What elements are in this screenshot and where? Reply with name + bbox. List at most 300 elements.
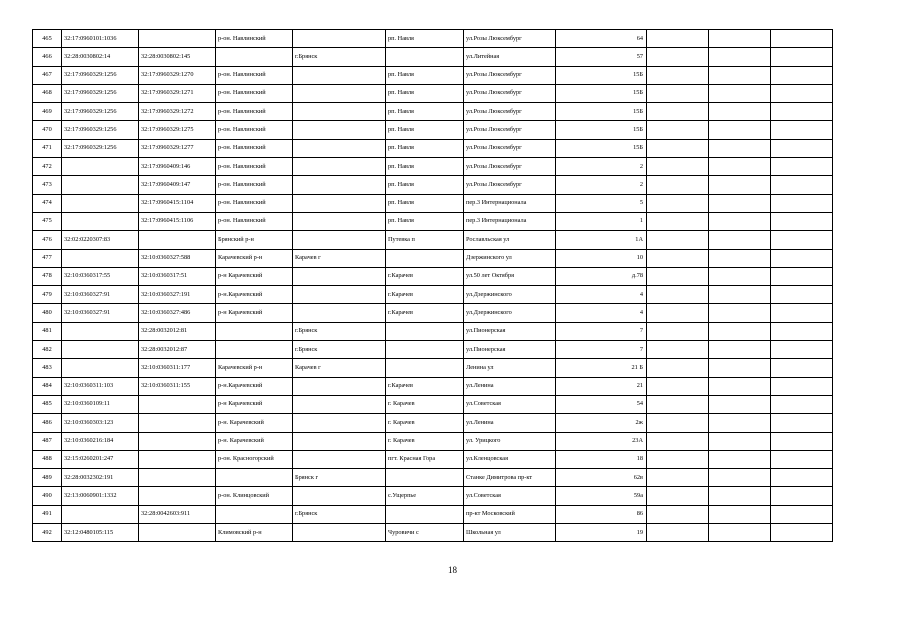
cell-row-number: 473 [33, 176, 62, 194]
cell-row-number: 477 [33, 249, 62, 267]
cell-settlement: г. Карачев [386, 395, 464, 413]
cell-street: ул.Розы Люксембург [464, 30, 556, 48]
cell-street: Школьная ул [464, 524, 556, 542]
cell-cadastral-number [62, 249, 139, 267]
cell-extra-col-3 [771, 30, 833, 48]
cell-district: Карачевский р-н [216, 249, 293, 267]
cell-settlement [386, 341, 464, 359]
cell-row-number: 485 [33, 395, 62, 413]
cell-cadastral-number: 32:10:0360327:91 [62, 304, 139, 322]
cell-district: Климовский р-н [216, 524, 293, 542]
cell-extra-col-1 [647, 469, 709, 487]
cell-city [293, 194, 386, 212]
cell-extra-col-1 [647, 322, 709, 340]
table-row [33, 505, 833, 523]
cell-district: р-он. Навлинский [216, 103, 293, 121]
cell-city: г.Брянск [293, 505, 386, 523]
cell-house-number: 15Б [556, 84, 647, 102]
cell-city [293, 139, 386, 157]
cell-cadastral-number-building: 32:28:0030802:145 [139, 48, 216, 66]
cell-city: Карачев г [293, 359, 386, 377]
cell-row-number: 466 [33, 48, 62, 66]
cell-district: р-н.Карачевский [216, 377, 293, 395]
cell-extra-col-1 [647, 66, 709, 84]
cell-extra-col-3 [771, 432, 833, 450]
cell-house-number: 15Б [556, 139, 647, 157]
cell-extra-col-3 [771, 121, 833, 139]
cell-settlement: Чуровичи с [386, 524, 464, 542]
cell-extra-col-1 [647, 304, 709, 322]
cell-extra-col-3 [771, 66, 833, 84]
cell-cadastral-number [62, 158, 139, 176]
cell-house-number: 5 [556, 194, 647, 212]
cell-extra-col-1 [647, 30, 709, 48]
cell-extra-col-3 [771, 176, 833, 194]
cell-cadastral-number-building [139, 231, 216, 249]
table-row [33, 286, 833, 304]
cell-city [293, 30, 386, 48]
cell-cadastral-number: 32:17:0960329:1256 [62, 66, 139, 84]
cell-extra-col-1 [647, 194, 709, 212]
cell-cadastral-number-building: 32:17:0960329:1272 [139, 103, 216, 121]
cell-cadastral-number-building: 32:10:0360327:588 [139, 249, 216, 267]
cell-district: р-н. Карачевский [216, 414, 293, 432]
cell-row-number: 480 [33, 304, 62, 322]
cell-extra-col-2 [709, 66, 771, 84]
cell-extra-col-1 [647, 341, 709, 359]
cell-extra-col-1 [647, 487, 709, 505]
cell-street: Дзержинского ул [464, 249, 556, 267]
cell-extra-col-3 [771, 267, 833, 285]
cell-extra-col-3 [771, 194, 833, 212]
table-row [33, 359, 833, 377]
cell-cadastral-number: 32:28:0030802:14 [62, 48, 139, 66]
cell-extra-col-3 [771, 249, 833, 267]
registry-table [32, 29, 833, 542]
cell-row-number: 476 [33, 231, 62, 249]
table-row [33, 414, 833, 432]
cell-house-number: 57 [556, 48, 647, 66]
table-row [33, 121, 833, 139]
cell-row-number: 468 [33, 84, 62, 102]
cell-cadastral-number-building: 32:17:0960329:1277 [139, 139, 216, 157]
cell-city [293, 121, 386, 139]
cell-cadastral-number-building [139, 30, 216, 48]
cell-extra-col-1 [647, 524, 709, 542]
cell-district: р-н Карачевский [216, 304, 293, 322]
cell-extra-col-2 [709, 395, 771, 413]
cell-cadastral-number [62, 212, 139, 230]
cell-district [216, 48, 293, 66]
cell-house-number: 21 [556, 377, 647, 395]
cell-street: ул.Дзержинского [464, 286, 556, 304]
cell-city [293, 304, 386, 322]
cell-city [293, 432, 386, 450]
cell-district: р-он. Навлинский [216, 84, 293, 102]
cell-row-number: 470 [33, 121, 62, 139]
table-row [33, 139, 833, 157]
table-row [33, 524, 833, 542]
table-row [33, 84, 833, 102]
cell-extra-col-2 [709, 341, 771, 359]
cell-city [293, 414, 386, 432]
cell-row-number: 490 [33, 487, 62, 505]
cell-district [216, 469, 293, 487]
cell-city [293, 395, 386, 413]
cell-district: р-н Карачевский [216, 395, 293, 413]
cell-cadastral-number-building [139, 414, 216, 432]
cell-house-number: 7 [556, 322, 647, 340]
cell-cadastral-number-building: 32:28:0032012:81 [139, 322, 216, 340]
cell-extra-col-1 [647, 158, 709, 176]
cell-cadastral-number-building: 32:10:0360311:177 [139, 359, 216, 377]
cell-district: Брянский р-н [216, 231, 293, 249]
cell-settlement: рп. Навля [386, 121, 464, 139]
cell-cadastral-number: 32:10:0360317:55 [62, 267, 139, 285]
cell-street: ул.Розы Люксембург [464, 103, 556, 121]
cell-settlement: рп. Навля [386, 139, 464, 157]
cell-settlement: рп. Навля [386, 194, 464, 212]
cell-extra-col-1 [647, 103, 709, 121]
cell-city: г.Брянск [293, 322, 386, 340]
cell-house-number: 19 [556, 524, 647, 542]
table-row [33, 48, 833, 66]
cell-street: ул.Розы Люксембург [464, 139, 556, 157]
cell-city [293, 267, 386, 285]
cell-city [293, 524, 386, 542]
cell-extra-col-2 [709, 176, 771, 194]
cell-extra-col-2 [709, 469, 771, 487]
cell-district: р-он. Клинцовский [216, 487, 293, 505]
cell-settlement: г.Карачев [386, 377, 464, 395]
table-row [33, 30, 833, 48]
cell-settlement [386, 249, 464, 267]
cell-street: пер.3 Интернационала [464, 212, 556, 230]
cell-house-number: 1А [556, 231, 647, 249]
cell-extra-col-1 [647, 84, 709, 102]
cell-cadastral-number [62, 359, 139, 377]
cell-city [293, 158, 386, 176]
cell-extra-col-1 [647, 359, 709, 377]
cell-cadastral-number-building: 32:17:0960329:1270 [139, 66, 216, 84]
cell-city: г.Брянск [293, 48, 386, 66]
cell-extra-col-2 [709, 505, 771, 523]
cell-house-number: 15Б [556, 66, 647, 84]
cell-district: р-он. Навлинский [216, 158, 293, 176]
registry-table-container [32, 29, 833, 542]
cell-cadastral-number-building [139, 395, 216, 413]
table-row [33, 487, 833, 505]
table-row [33, 432, 833, 450]
cell-street: пр-кт Московский [464, 505, 556, 523]
cell-extra-col-1 [647, 395, 709, 413]
cell-extra-col-2 [709, 267, 771, 285]
cell-street: ул.Дзержинского [464, 304, 556, 322]
cell-district: р-он. Навлинский [216, 176, 293, 194]
cell-city: г.Брянск [293, 341, 386, 359]
cell-house-number: 59а [556, 487, 647, 505]
table-row [33, 395, 833, 413]
cell-street: ул.Кленцовская [464, 450, 556, 468]
cell-settlement: г.Карачев [386, 286, 464, 304]
cell-extra-col-2 [709, 487, 771, 505]
cell-cadastral-number-building: 32:17:0960409:146 [139, 158, 216, 176]
cell-cadastral-number-building: 32:17:0960329:1271 [139, 84, 216, 102]
cell-city [293, 103, 386, 121]
cell-cadastral-number: 32:10:0360109:11 [62, 395, 139, 413]
cell-cadastral-number-building: 32:10:0360311:155 [139, 377, 216, 395]
cell-street: ул.Ленина [464, 377, 556, 395]
cell-row-number: 486 [33, 414, 62, 432]
cell-city [293, 176, 386, 194]
cell-settlement [386, 359, 464, 377]
cell-extra-col-1 [647, 432, 709, 450]
cell-city: Брянск г [293, 469, 386, 487]
cell-house-number: 1 [556, 212, 647, 230]
table-row [33, 249, 833, 267]
cell-extra-col-3 [771, 524, 833, 542]
cell-extra-col-1 [647, 267, 709, 285]
cell-settlement: Путевка п [386, 231, 464, 249]
cell-street: ул.Ленина [464, 414, 556, 432]
cell-row-number: 465 [33, 30, 62, 48]
cell-extra-col-1 [647, 139, 709, 157]
cell-district: р-он. Навлинский [216, 30, 293, 48]
cell-extra-col-3 [771, 304, 833, 322]
cell-extra-col-2 [709, 84, 771, 102]
cell-settlement [386, 505, 464, 523]
cell-settlement: г. Карачев [386, 414, 464, 432]
cell-district: Карачевский р-н [216, 359, 293, 377]
cell-settlement: пгт. Красная Гора [386, 450, 464, 468]
cell-district: р-н.Карачевский [216, 286, 293, 304]
cell-row-number: 475 [33, 212, 62, 230]
cell-street: ул.Розы Люксембург [464, 176, 556, 194]
cell-extra-col-3 [771, 48, 833, 66]
cell-extra-col-1 [647, 450, 709, 468]
cell-city [293, 377, 386, 395]
cell-cadastral-number [62, 505, 139, 523]
cell-street: ул.Розы Люксембург [464, 121, 556, 139]
cell-street: ул.Розы Люксембург [464, 66, 556, 84]
cell-extra-col-3 [771, 158, 833, 176]
cell-cadastral-number-building [139, 450, 216, 468]
cell-row-number: 469 [33, 103, 62, 121]
cell-extra-col-2 [709, 103, 771, 121]
cell-extra-col-3 [771, 377, 833, 395]
cell-cadastral-number: 32:13:0060901:1332 [62, 487, 139, 505]
cell-cadastral-number: 32:10:0360216:184 [62, 432, 139, 450]
cell-extra-col-1 [647, 121, 709, 139]
cell-row-number: 491 [33, 505, 62, 523]
table-row [33, 212, 833, 230]
cell-street: ул.Советская [464, 487, 556, 505]
cell-settlement: рп. Навля [386, 212, 464, 230]
cell-street: ул. Урицкого [464, 432, 556, 450]
registry-table-body [33, 30, 833, 542]
cell-extra-col-2 [709, 450, 771, 468]
cell-extra-col-1 [647, 414, 709, 432]
cell-district: р-он. Красногорский [216, 450, 293, 468]
cell-extra-col-3 [771, 341, 833, 359]
cell-settlement: рп. Навля [386, 176, 464, 194]
cell-cadastral-number: 32:02:0220307:83 [62, 231, 139, 249]
cell-cadastral-number [62, 341, 139, 359]
cell-settlement: г. Карачев [386, 432, 464, 450]
table-row [33, 469, 833, 487]
cell-extra-col-2 [709, 121, 771, 139]
cell-house-number: 18 [556, 450, 647, 468]
cell-cadastral-number-building: 32:17:0960415:1104 [139, 194, 216, 212]
cell-district [216, 322, 293, 340]
cell-cadastral-number-building: 32:10:0360317:51 [139, 267, 216, 285]
cell-settlement: г.Карачев [386, 267, 464, 285]
cell-extra-col-1 [647, 48, 709, 66]
cell-cadastral-number [62, 176, 139, 194]
cell-extra-col-2 [709, 377, 771, 395]
cell-extra-col-1 [647, 249, 709, 267]
cell-extra-col-3 [771, 359, 833, 377]
cell-cadastral-number: 32:12:0480105:115 [62, 524, 139, 542]
cell-district: р-он. Навлинский [216, 139, 293, 157]
cell-district: р-н. Карачевский [216, 432, 293, 450]
cell-cadastral-number-building [139, 487, 216, 505]
cell-street: ул.Пионерская [464, 341, 556, 359]
cell-settlement [386, 469, 464, 487]
cell-street: ул.Пионерская [464, 322, 556, 340]
cell-cadastral-number [62, 322, 139, 340]
cell-cadastral-number-building: 32:28:0042603:911 [139, 505, 216, 523]
cell-extra-col-3 [771, 450, 833, 468]
cell-street: Станке Димитрова пр-кт [464, 469, 556, 487]
cell-street: ул.50 лет Октября [464, 267, 556, 285]
cell-row-number: 492 [33, 524, 62, 542]
cell-district [216, 505, 293, 523]
cell-extra-col-2 [709, 414, 771, 432]
cell-extra-col-3 [771, 84, 833, 102]
cell-city [293, 487, 386, 505]
cell-settlement [386, 48, 464, 66]
cell-extra-col-2 [709, 249, 771, 267]
cell-extra-col-3 [771, 395, 833, 413]
cell-house-number: 2ж [556, 414, 647, 432]
cell-house-number: 21 Б [556, 359, 647, 377]
cell-extra-col-2 [709, 524, 771, 542]
cell-row-number: 482 [33, 341, 62, 359]
cell-settlement: рп. Навля [386, 66, 464, 84]
cell-extra-col-1 [647, 286, 709, 304]
cell-city [293, 84, 386, 102]
cell-cadastral-number: 32:17:0960101:1036 [62, 30, 139, 48]
cell-extra-col-3 [771, 469, 833, 487]
cell-cadastral-number: 32:17:0960329:1256 [62, 121, 139, 139]
cell-extra-col-1 [647, 176, 709, 194]
cell-district [216, 341, 293, 359]
cell-extra-col-2 [709, 48, 771, 66]
table-row [33, 304, 833, 322]
cell-house-number: 86 [556, 505, 647, 523]
cell-extra-col-2 [709, 194, 771, 212]
cell-cadastral-number-building: 32:28:0032012:87 [139, 341, 216, 359]
cell-settlement [386, 322, 464, 340]
cell-cadastral-number: 32:28:0032302:191 [62, 469, 139, 487]
table-row [33, 66, 833, 84]
cell-settlement: рп. Навля [386, 84, 464, 102]
cell-cadastral-number-building: 32:10:0360327:191 [139, 286, 216, 304]
cell-extra-col-2 [709, 212, 771, 230]
cell-street: ул.Советская [464, 395, 556, 413]
cell-house-number: 2 [556, 176, 647, 194]
cell-extra-col-3 [771, 103, 833, 121]
cell-row-number: 488 [33, 450, 62, 468]
cell-city [293, 450, 386, 468]
cell-city [293, 231, 386, 249]
cell-cadastral-number: 32:17:0960329:1256 [62, 139, 139, 157]
cell-city [293, 212, 386, 230]
cell-street: ул.Розы Люксембург [464, 158, 556, 176]
cell-house-number: 2 [556, 158, 647, 176]
cell-cadastral-number-building [139, 432, 216, 450]
cell-row-number: 479 [33, 286, 62, 304]
cell-extra-col-3 [771, 231, 833, 249]
cell-district: р-он. Навлинский [216, 212, 293, 230]
cell-extra-col-2 [709, 158, 771, 176]
cell-extra-col-3 [771, 139, 833, 157]
cell-extra-col-1 [647, 505, 709, 523]
cell-cadastral-number [62, 194, 139, 212]
cell-settlement: с.Ущерпье [386, 487, 464, 505]
cell-row-number: 472 [33, 158, 62, 176]
cell-row-number: 487 [33, 432, 62, 450]
cell-row-number: 484 [33, 377, 62, 395]
cell-row-number: 489 [33, 469, 62, 487]
cell-settlement: рп. Навля [386, 103, 464, 121]
cell-house-number: 4 [556, 304, 647, 322]
cell-extra-col-2 [709, 359, 771, 377]
table-row [33, 450, 833, 468]
cell-cadastral-number: 32:17:0960329:1256 [62, 103, 139, 121]
cell-district: р-н Карачевский [216, 267, 293, 285]
cell-cadastral-number-building: 32:17:0960415:1106 [139, 212, 216, 230]
cell-extra-col-3 [771, 286, 833, 304]
cell-extra-col-2 [709, 30, 771, 48]
cell-street: Рославльская ул [464, 231, 556, 249]
cell-extra-col-3 [771, 414, 833, 432]
cell-cadastral-number: 32:15:0260201:247 [62, 450, 139, 468]
table-row [33, 194, 833, 212]
cell-house-number: 10 [556, 249, 647, 267]
cell-extra-col-2 [709, 304, 771, 322]
cell-settlement: рп. Навля [386, 158, 464, 176]
table-row [33, 103, 833, 121]
cell-extra-col-1 [647, 231, 709, 249]
cell-cadastral-number-building: 32:17:0960329:1275 [139, 121, 216, 139]
table-row [33, 231, 833, 249]
cell-row-number: 481 [33, 322, 62, 340]
cell-street: ул.Розы Люксембург [464, 84, 556, 102]
table-row [33, 341, 833, 359]
cell-house-number: 54 [556, 395, 647, 413]
cell-extra-col-3 [771, 322, 833, 340]
cell-house-number: 15Б [556, 121, 647, 139]
cell-district: р-он. Навлинский [216, 66, 293, 84]
cell-settlement: рп. Навля [386, 30, 464, 48]
table-row [33, 176, 833, 194]
cell-street: ул.Литейная [464, 48, 556, 66]
cell-city: Карачев г [293, 249, 386, 267]
cell-city [293, 286, 386, 304]
cell-house-number: 4 [556, 286, 647, 304]
